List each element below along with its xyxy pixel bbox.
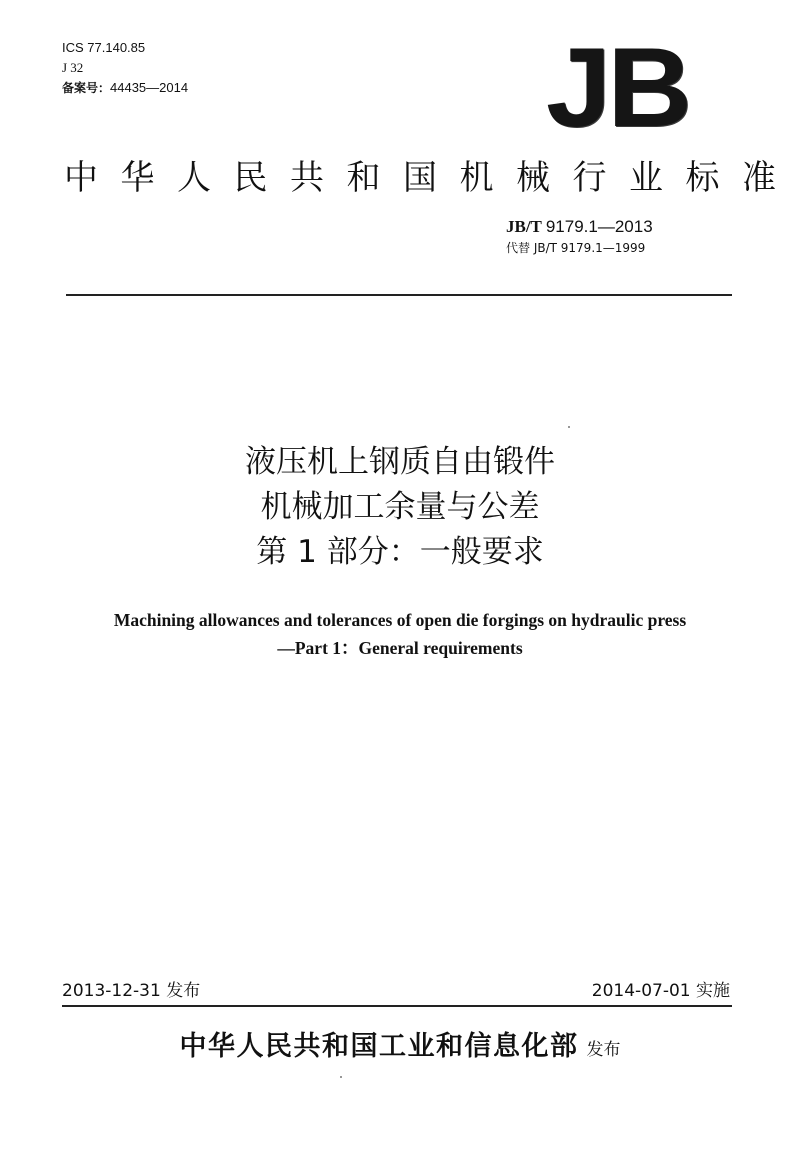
standard-number [506,216,696,238]
english-title-line-2: —Part 1：General requirements [277,638,523,658]
org-title: 中华人民共和国机械行业标准 [64,158,799,198]
implementation-date: 2014-07-01 实施 [591,981,730,1001]
standard-prefix: JB/T [506,217,542,236]
classification-block [62,38,188,98]
english-title-line-1: Machining allowances and tolerances of open die forgings on hydraulic press [113,610,687,630]
standard-code: 9179.1—2013 [545,217,653,236]
standard-number-block [506,216,696,258]
issue-date: 2013-12-31 发布 [62,981,201,1001]
english-title [0,606,800,662]
publisher-name: 中华人民共和国工业和信息化部 [179,1031,579,1062]
scan-speck [568,426,570,428]
scan-speck [340,1076,342,1078]
jb-logo: JB [546,25,688,150]
chinese-title-line-3: 第 1 部分：一般要求 [256,534,544,570]
replaces-standard: 代替 JB/T 9179.1—1999 [506,241,646,255]
chinese-title [0,440,800,575]
class-code: J 32 [62,60,84,75]
registration-value: 44435—2014 [110,80,189,95]
footer-divider [62,1005,732,1007]
chinese-title-line-1: 液压机上钢质自由锻件 [245,444,555,480]
ics-code: ICS 77.140.85 [62,40,146,55]
header-divider [66,294,732,296]
publisher-action: 发布 [586,1040,621,1060]
registration-label: 备案号： [62,81,111,95]
registration-number [62,78,188,98]
publisher [0,1028,800,1069]
chinese-title-line-2: 机械加工余量与公差 [260,489,540,525]
